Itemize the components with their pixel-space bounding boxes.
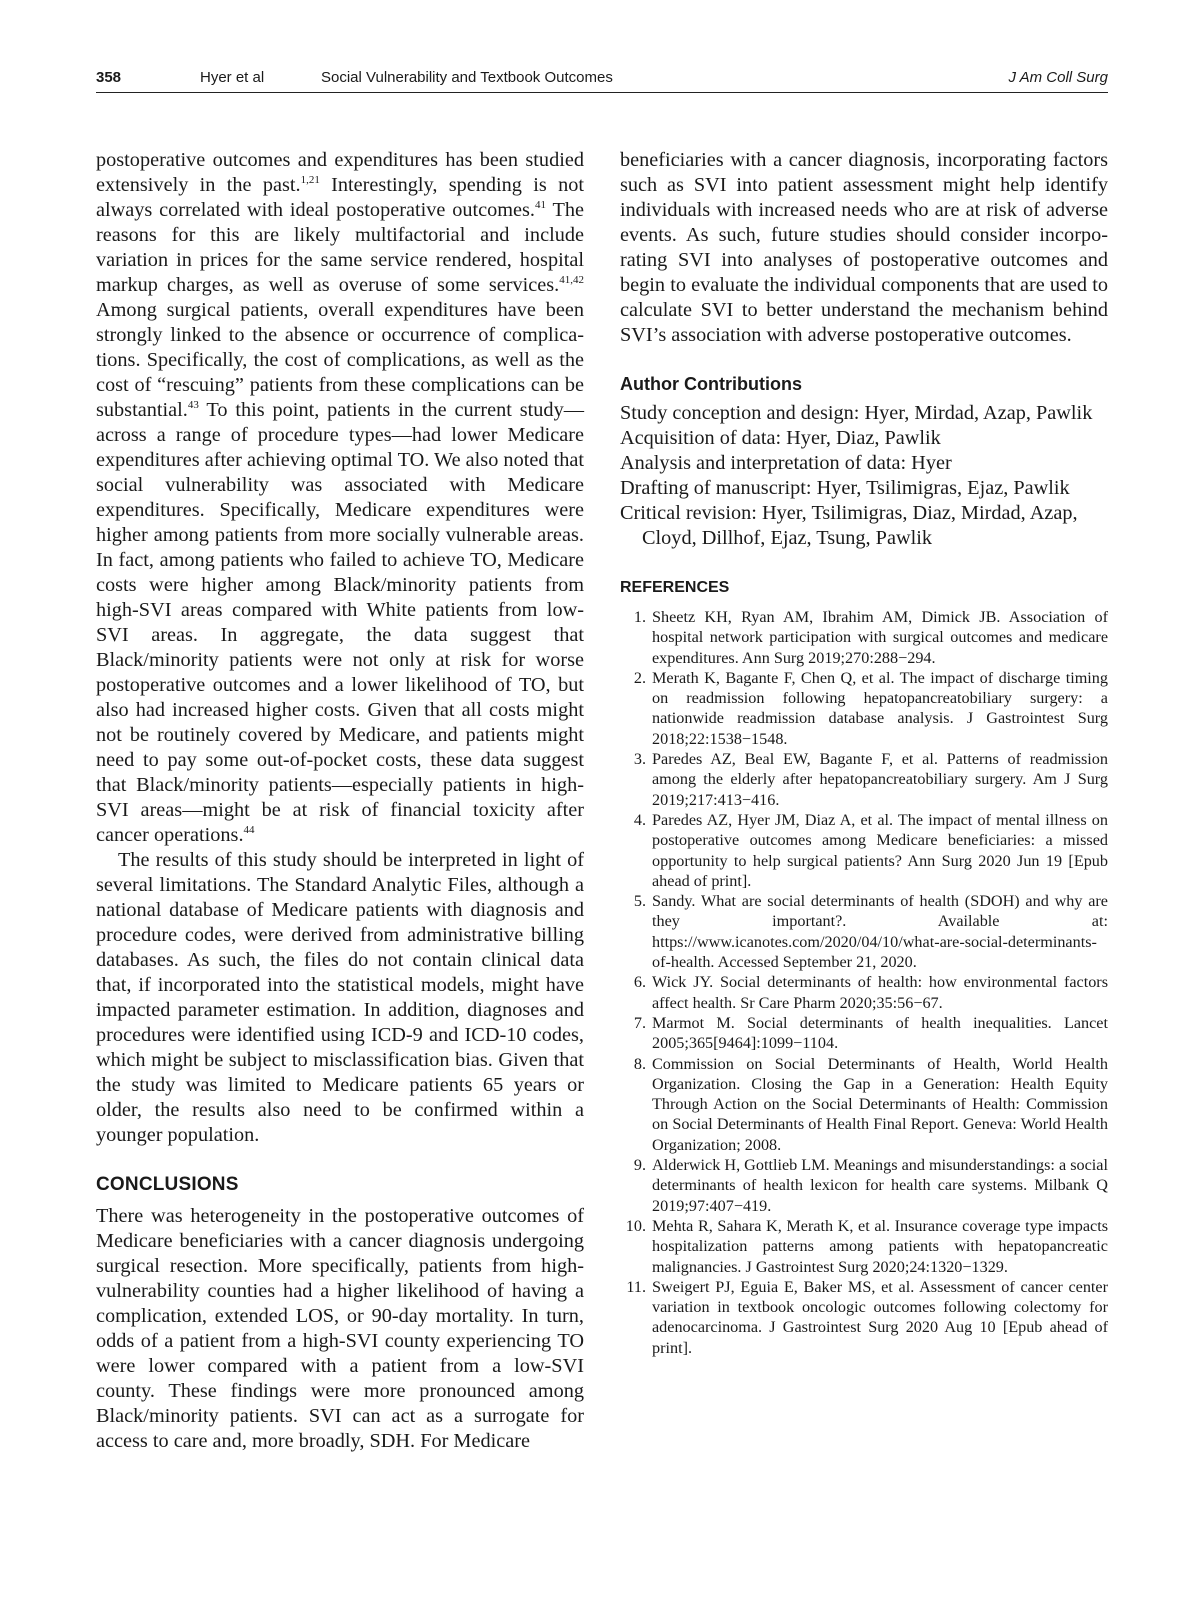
reference-text: Wick JY. Social determinants of health: how environmental factors affect health. Sr Care Pharm 2020;35:56−67. [652,973,1108,1012]
reference-text: Sandy. What are social determinants of health (SDOH) and why are they important?. Available at: https://www.icanotes.com/2020/04/10/what-are-social-determinants-of-health. Accessed September 21, 2020. [652,892,1108,972]
reference-text: Paredes AZ, Beal EW, Bagante F, et al. Patterns of readmission among the elderly after hepatopancreatobiliary surgery. Am J Surg 2019;217:413−416. [652,750,1108,809]
reference-number: 2. [633,668,646,687]
reference-item [620,1155,1108,1216]
author-contributions-heading: Author Contributions [620,374,802,394]
citation-superscript: 43 [187,399,199,412]
reference-item [620,668,1108,749]
reference-item [620,1216,1108,1277]
right-column [620,148,1108,1358]
limitations-paragraph: The results of this study should be interpreted in light of several limitations. The Standard Analytic Files, although a national database of Medicare patients with diagnosis and procedure codes, were derived from administrative billing databases. As such, the files do not contain clinical data that, if incorporated into the statistical models, might have impacted parameter estimation. In addition, diagnoses and procedures were identified using ICD-9 and ICD-10 codes, which might be subject to misclassification bias. Given that the study was limited to Medicare patients 65 years or older, the results also need to be confirmed within a younger population. [96,849,584,1146]
citation-superscript: 41,42 [559,274,584,287]
reference-text: Alderwick H, Gottlieb LM. Meanings and misunderstandings: a social determinants of health lexicon for health care systems. Milbank Q 2019;97:407−419. [652,1156,1108,1215]
conclusions-paragraph-continued: beneficiaries with a cancer diagnosis, incorporating factors such as SVI into patient assessment might help identify individuals with increased needs who are at risk of adverse events. As such, future studies should consider incorporating SVI into analyses of postoperative outcomes and begin to evaluate the individual components that are used to calculate SVI to better understand the mechanism behind SVI’s association with adverse postoperative outcomes. [620,149,1108,346]
reference-item [620,749,1108,810]
text-run: postoperative outcomes and expenditures has been studied extensively in the past. [96,149,584,196]
reference-text: Merath K, Bagante F, Chen Q, et al. The impact of discharge timing on readmission following hepatopancreatobiliary surgery: a nationwide readmission database analysis. J Gastrointest Surg 2018;22:1538−1548. [652,668,1108,748]
author-contributions-list [620,401,1108,551]
reference-item [620,810,1108,891]
header-authors: Hyer et al [200,69,265,86]
conclusions-heading: CONCLUSIONS [96,1174,239,1195]
reference-item [620,972,1108,1013]
citation-superscript: 41 [535,199,547,212]
reference-text: Commission on Social Determinants of Health, World Health Organization. Closing the Gap in a Generation: Health Equity Through Action on the Social Determinants of Health: Commission on Social Determinants of Health Final Report. Geneva: World Health Organization; 2008. [652,1054,1108,1154]
reference-item [620,1054,1108,1155]
reference-number: 7. [633,1013,646,1032]
reference-number: 4. [633,810,646,829]
running-header [96,66,1108,93]
discussion-paragraph [96,148,584,848]
reference-number: 8. [633,1054,646,1073]
text-run: Interestingly, spending is not always correlated with ideal postoperative outcomes. [96,174,585,221]
contribution-item: Critical revision: Hyer, Tsilimigras, Diaz, Mirdad, Azap, Cloyd, Dillhof, Ejaz, Tsung, Pawlik [620,502,1078,549]
reference-list [620,607,1108,1358]
reference-number: 3. [633,750,646,769]
running-title: Social Vulnerability and Textbook Outcomes [321,69,613,86]
reference-number: 11. [626,1277,646,1296]
reference-number: 5. [633,892,646,911]
citation-superscript: 44 [243,824,255,837]
reference-text: Paredes AZ, Hyer JM, Diaz A, et al. The impact of mental illness on postoperative outcomes among Medicare beneficiaries: a missed opportunity to help surgical patients? Ann Surg 2020 Jun 19 [Epub ahead of print]. [652,810,1108,890]
citation-superscript: 1,21 [300,174,320,187]
reference-item [620,1013,1108,1054]
contribution-item: Analysis and interpretation of data: Hyer [620,452,952,474]
page-number: 358 [96,69,122,86]
references-heading: REFERENCES [620,579,730,596]
text-run: To this point, patients in the current study—across a range of procedure types—had lower Medicare expenditures after achieving optimal TO. We also noted that social vulnerability was associated with Medicare expenditures. Specifically, Medicare expenditures were higher among patients from more socially vulnerable areas. In fact, among patients who failed to achieve TO, Medicare costs were higher among Black/minority patients from high-SVI areas compared with White patients from low-SVI areas. In aggregate, the data suggest that Black/minority patients were not only at risk for worse postoperative outcomes and a lower likelihood of TO, but also had increased higher costs. Given that all costs might not be routinely covered by Medicare, and patients might need to pay some out-of-pocket costs, these data suggest that Black/minority patients—especially patients in high-SVI areas—might be at risk of financial toxicity after cancer operations. [96,399,584,846]
journal-name: J Am Coll Surg [1008,69,1108,86]
reference-text: Marmot M. Social determinants of health inequalities. Lancet 2005;365[9464]:1099−1104. [652,1013,1108,1053]
text-run: Among surgical patients, overall expenditures have been strongly linked to the absence or occurrence of complications. Specifically, the cost of complications, as well as the cost of “rescuing” patients from these complications can be substantial. [96,299,584,421]
reference-number: 1. [633,608,646,626]
reference-text: Sheetz KH, Ryan AM, Ibrahim AM, Dimick JB. Association of hospital network participation with surgical outcomes and medicare expenditures. Ann Surg 2019;270:288−294. [652,608,1108,667]
reference-item [620,1277,1108,1358]
reference-number: 10. [625,1216,646,1235]
text-run: The reasons for this are likely multifactorial and include variation in prices for the same service rendered, hospital markup charges, as well as overuse of some services. [96,199,584,296]
contribution-item: Drafting of manuscript: Hyer, Tsilimigras, Ejaz, Pawlik [620,477,1070,499]
reference-item [620,891,1108,972]
reference-number: 6. [633,973,646,992]
reference-number: 9. [633,1156,646,1175]
left-column [96,148,584,1454]
conclusions-paragraph: There was heterogeneity in the postoperative outcomes of Medicare beneficiaries with a cancer diagnosis undergoing surgical resection. More specifically, patients from high-vulnerability counties had a higher likelihood of having a complication, extended LOS, or 90-day mortality. In turn, odds of a patient from a high-SVI county experiencing TO were lower compared with a patient from a low-SVI county. These findings were more pronounced among Black/minority patients. SVI can act as a surrogate for access to care and, more broadly, SDH. For Medicare [96,1205,584,1452]
reference-item [620,607,1108,668]
contribution-item: Study conception and design: Hyer, Mirdad, Azap, Pawlik [620,402,1093,424]
reference-text: Mehta R, Sahara K, Merath K, et al. Insurance coverage type impacts hospitalization patterns among patients with hepatopancreatic malignancies. J Gastrointest Surg 2020;24:1320−1329. [652,1216,1108,1276]
contribution-item: Acquisition of data: Hyer, Diaz, Pawlik [620,427,941,449]
reference-text: Sweigert PJ, Eguia E, Baker MS, et al. Assessment of cancer center variation in textbook oncologic outcomes following colectomy for adenocarcinoma. J Gastrointest Surg 2020 Aug 10 [Epub ahead of print]. [652,1277,1108,1357]
